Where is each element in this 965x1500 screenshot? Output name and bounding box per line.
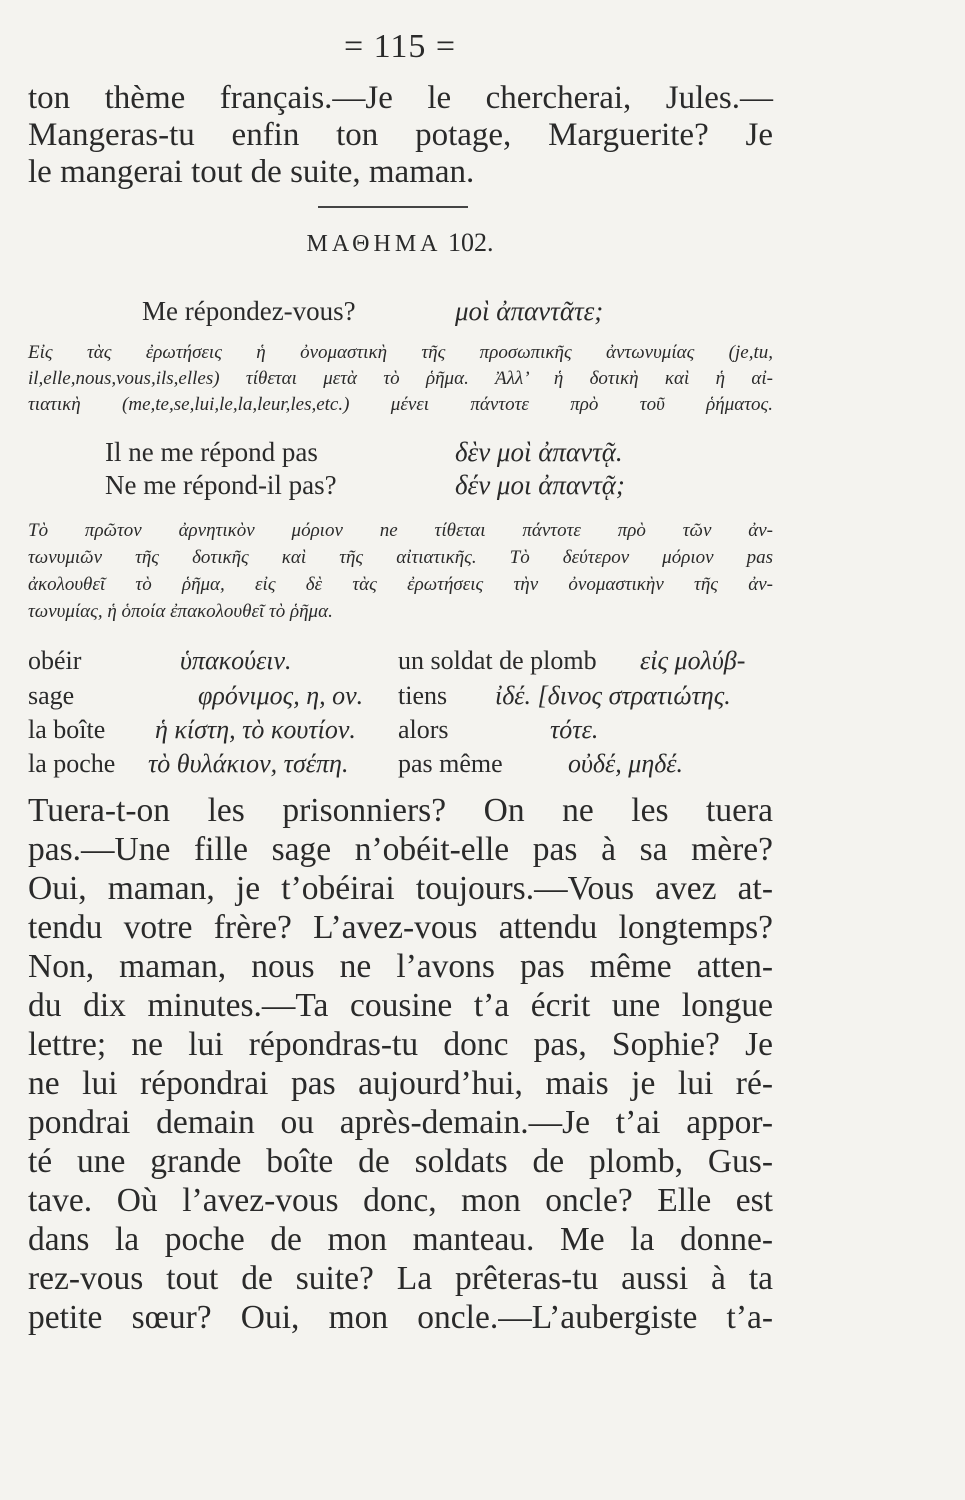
example-french: Il ne me répond pas (105, 437, 318, 467)
vocab-french: la poche (28, 749, 116, 778)
vocab-greek: τότε. (550, 715, 599, 744)
vocab-french: pas même (398, 749, 503, 778)
lesson-heading (0, 228, 800, 258)
intro-line: ton thème français.—Je le chercherai, Jules.— (28, 80, 773, 116)
vocab-french: tiens (398, 681, 448, 710)
intro-line: le mangerai tout de suite, maman. (28, 154, 475, 190)
vocab-french: la boîte (28, 715, 106, 744)
exercise-line: du dix minutes.—Ta cousine t’a écrit une longue (28, 987, 773, 1024)
exercise-line: lettre; ne lui répondras-tu donc pas, Sophie? Je (28, 1026, 773, 1063)
vocab-greek: ἰδέ. [δινος στρατιώτης. (495, 681, 731, 710)
exercise-line: té une grande boîte de soldats de plomb, Gus- (28, 1143, 773, 1180)
vocab-french: alors (398, 715, 449, 744)
exercise-line: Non, maman, nous ne l’avons pas même atten- (28, 948, 773, 985)
grammar-note-line: τωνυμιῶν τῆς δοτικῆς καὶ τῆς αἰτιατικῆς. Τὸ δεύτερον μόριον pas (28, 547, 773, 568)
vocab-greek: εἰς μολύβ- (640, 646, 746, 675)
vocab-greek: ἡ κίστη, τὸ κουτίον. (155, 715, 356, 744)
exercise-line: Tuera-t-on les prisonniers? On ne les tuera (28, 792, 773, 829)
lesson-number: 102. (448, 228, 494, 257)
exercise-line: petite sœur? Oui, mon oncle.—L’aubergiste t’a- (28, 1299, 773, 1336)
exercise-line: tendu votre frère? L’avez-vous attendu longtemps? (28, 909, 773, 946)
exercise-line: dans la poche de mon manteau. Me la donne- (28, 1221, 773, 1258)
example-french: Me répondez-vous? (142, 296, 356, 326)
exercise-line: pondrai demain ou après-demain.—Je t’ai appor- (28, 1104, 773, 1141)
example-french: Ne me répond-il pas? (105, 470, 337, 500)
vocab-greek: ὑπακούειν. (180, 646, 292, 675)
grammar-note-line: il,elle,nous,vous,ils,elles) τίθεται μετὰ τὸ ῥῆμα. Ἀλλ’ ἡ δοτικὴ καὶ ἡ αἰ- (28, 368, 773, 389)
exercise-line: rez-vous tout de suite? La prêteras-tu aussi à ta (28, 1260, 773, 1297)
exercise-line: Oui, maman, je t’obéirai toujours.—Vous avez at- (28, 870, 773, 907)
intro-line: Mangeras-tu enfin ton potage, Marguerite? Je (28, 117, 773, 153)
grammar-note-line: ἀκολουθεῖ τὸ ῥῆμα, εἰς δὲ τὰς ἐρωτήσεις τὴν ὀνομαστικὴν τῆς ἀν- (28, 574, 773, 595)
example-greek: μοὶ ἀπαντᾶτε; (455, 296, 604, 326)
vocab-french: un soldat de plomb (398, 646, 597, 675)
example-greek: δέν μοι ἀπαντᾷ; (455, 470, 625, 500)
vocab-french: sage (28, 681, 75, 710)
lesson-title: ΜΑΘΗΜΑ (306, 231, 442, 257)
exercise-line: pas.—Une fille sage n’obéit-elle pas à sa mère? (28, 831, 773, 868)
grammar-note-line: τιατικὴ (me,te,se,lui,le,la,leur,les,etc.) μένει πάντοτε πρὸ τοῦ ῥήματος. (28, 394, 773, 415)
vocab-french: obéir (28, 646, 82, 675)
grammar-note-line: Τὸ πρῶτον ἀρνητικὸν μόριον ne τίθεται πάντοτε πρὸ τῶν ἀν- (28, 520, 773, 541)
section-divider (318, 206, 468, 208)
example-greek: δὲν μοὶ ἀπαντᾷ. (455, 437, 623, 467)
vocab-greek: τὸ θυλάκιον, τσέπη. (148, 749, 349, 778)
vocab-greek: φρόνιμος, η, ον. (198, 681, 364, 710)
exercise-line: ne lui répondrai pas aujourd’hui, mais je lui ré- (28, 1065, 773, 1102)
page-number: = 115 = (343, 28, 457, 65)
grammar-note-line: τωνυμίας, ἡ ὁποία ἐπακολουθεῖ τὸ ῥῆμα. (28, 601, 333, 622)
grammar-note-line: Εἰς τὰς ἐρωτήσεις ἡ ὀνομαστικὴ τῆς προσωπικῆς ἀντωνυμίας (je,tu, (28, 342, 773, 363)
exercise-line: tave. Où l’avez-vous donc, mon oncle? Elle est (28, 1182, 773, 1219)
vocab-greek: οὐδέ, μηδέ. (568, 749, 684, 778)
